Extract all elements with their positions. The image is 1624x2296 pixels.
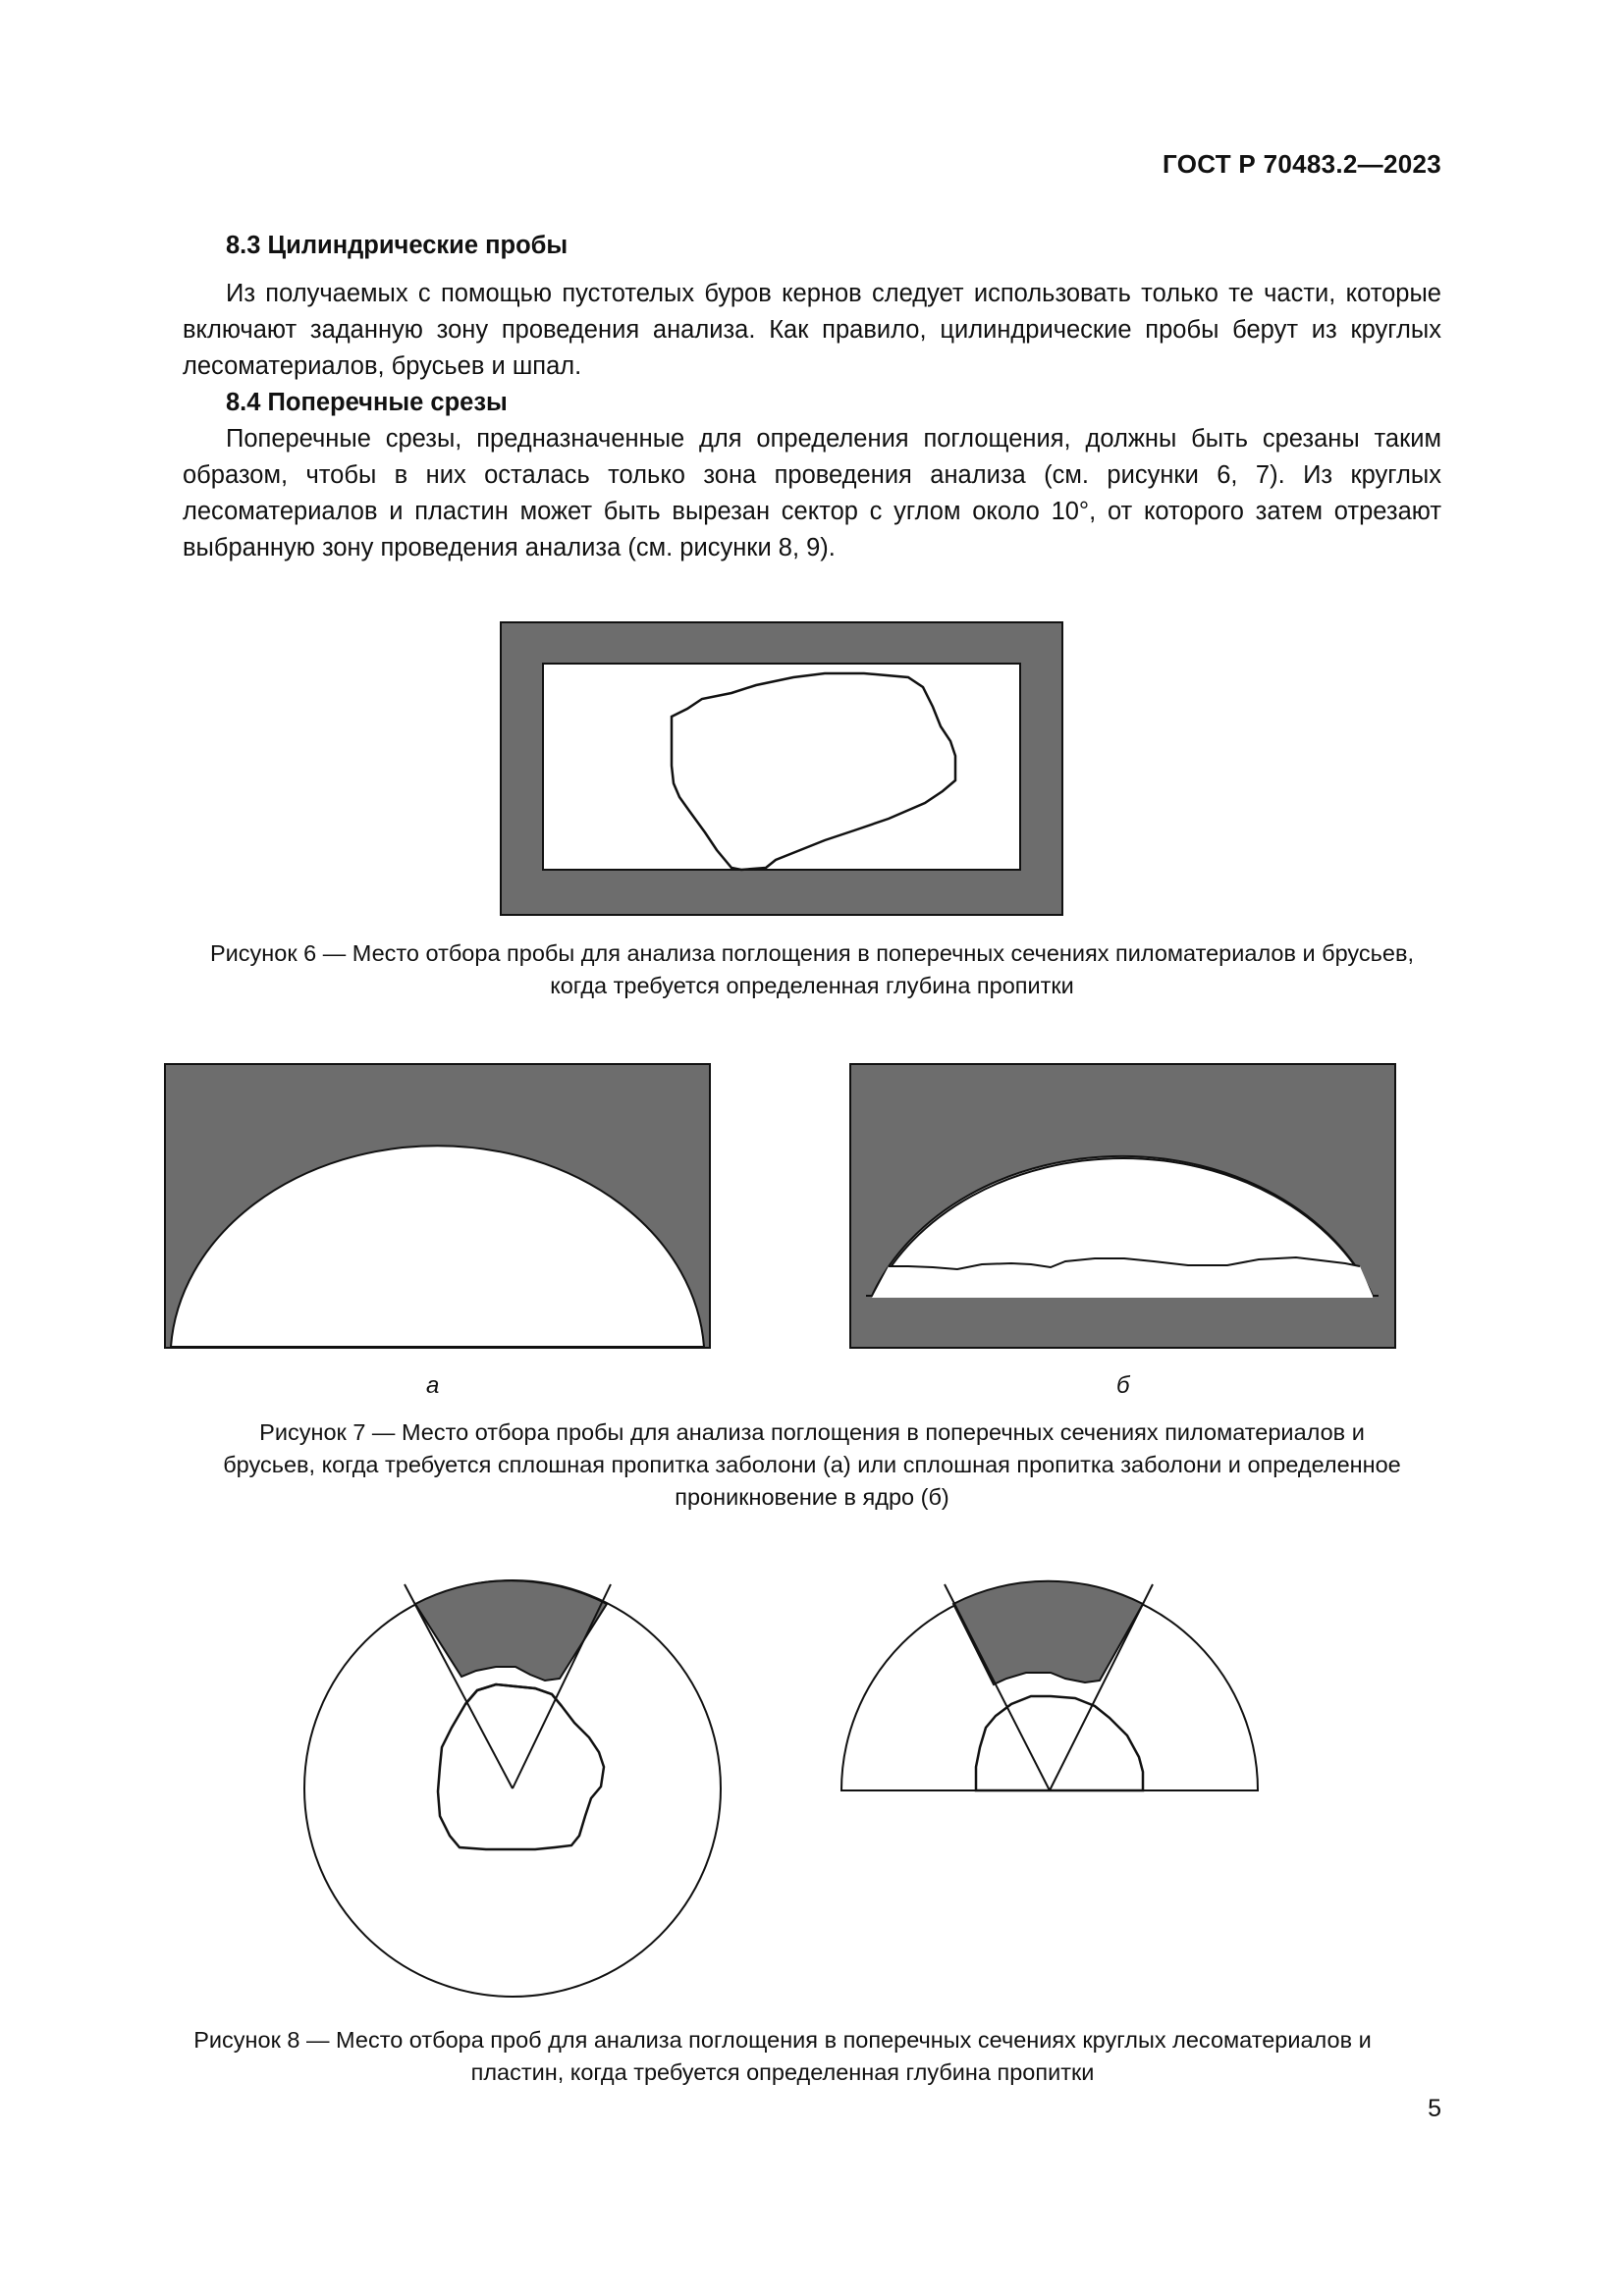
figure-7-caption-line-3: проникновение в ядро (б) (675, 1484, 949, 1510)
figure-8-caption-line-2: пластин, когда требуется определенная глубина пропитки (470, 2059, 1095, 2085)
page-number: 5 (1428, 2095, 1441, 2122)
figure-7-label-b: б (1116, 1372, 1130, 1399)
section-8-4-heading: 8.4 Поперечные срезы (226, 389, 508, 416)
figure-6-caption-line-1: Рисунок 6 — Место отбора пробы для анализа поглощения в поперечных сечениях пиломатериалов и брусьев, (209, 940, 1414, 966)
fig8-left-drawing (304, 1580, 721, 1997)
section-8-4-paragraph: Поперечные срезы, предназначенные для определения поглощения, должны быть срезаны таким образом, чтобы в них осталась только зона проведения анализа (см. рисунки 6, 7). Из круглых лесоматериалов и пластин может быть вырезан сектор с углом около 10°, от которого затем отрезают выбранную зону проведения анализа (см. рисунки 8, 9). (183, 425, 1441, 561)
figure-8-caption (118, 2024, 1447, 2089)
section-8-3-heading: 8.3 Цилиндрические пробы (226, 232, 568, 259)
figure-7-caption-line-2: брусьев, когда требуется сплошная пропитка заболони (а) или сплошная пропитка заболони и определенное (223, 1452, 1401, 1477)
figure-6-caption-line-2: когда требуется определенная глубина пропитки (550, 973, 1074, 998)
figure-8-caption-line-1: Рисунок 8 — Место отбора проб для анализа поглощения в поперечных сечениях круглых лесоматериалов и (193, 2027, 1372, 2053)
figure-7-caption-line-1: Рисунок 7 — Место отбора пробы для анализа поглощения в поперечных сечениях пиломатериалов и (259, 1419, 1365, 1445)
document-id: ГОСТ Р 70483.2—2023 (1163, 149, 1441, 179)
section-8-3-paragraph: Из получаемых с помощью пустотелых буров кернов следует использовать только те части, которые включают заданную зону проведения анализа. Как правило, цилиндрические пробы берут из круглых лесоматериалов, брусьев и шпал. (183, 280, 1441, 380)
fig8-right-drawing (841, 1581, 1258, 1790)
figure-7-label-a: а (426, 1372, 440, 1399)
